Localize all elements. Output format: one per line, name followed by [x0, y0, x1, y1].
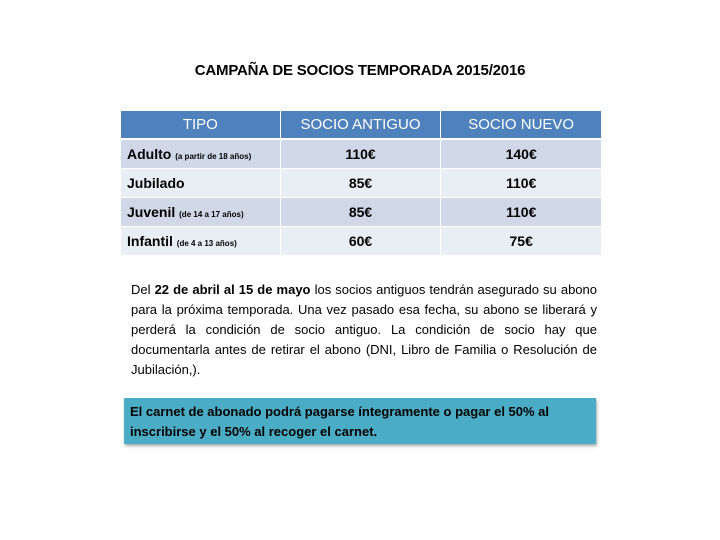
tipo-label: Juvenil: [127, 204, 176, 220]
header-tipo: TIPO: [121, 111, 280, 139]
table-row: [121, 227, 601, 256]
desc-middle: al: [219, 282, 239, 297]
payment-banner: El carnet de abonado podrá pagarse íntegramente o pagar el 50% al inscribirse y el 50% al recoger el carnet.: [124, 398, 596, 444]
table-row: [121, 139, 601, 169]
tipo-cell: [121, 169, 280, 198]
desc-date-end: 15 de mayo: [238, 282, 311, 297]
price-antiguo: 85€: [280, 169, 441, 198]
tipo-label: Adulto: [127, 146, 172, 162]
page-title: CAMPAÑA DE SOCIOS TEMPORADA 2015/2016: [194, 62, 526, 79]
price-antiguo: 85€: [280, 198, 441, 227]
header-socio-antiguo: SOCIO ANTIGUO: [280, 111, 441, 139]
price-nuevo: 140€: [441, 139, 601, 169]
description-paragraph: [131, 280, 597, 380]
price-antiguo: 110€: [280, 139, 441, 169]
desc-date-start: 22 de abril: [154, 282, 220, 297]
tipo-cell: [121, 198, 280, 227]
pricing-table: [121, 111, 601, 256]
price-nuevo: 110€: [441, 198, 601, 227]
price-nuevo: 75€: [441, 227, 601, 256]
desc-rest: los socios antiguos tendrán asegurado su abono para la próxima temporada. Una vez pasado esa fecha, su abono se liberará y perderá la condición de socio antiguo. La condición de socio hay que documentarla antes de retirar el abono (DNI, Libro de Familia o Resolución de Jubilación,).: [131, 282, 597, 377]
tipo-note: (de 4 a 13 años): [176, 239, 237, 248]
price-nuevo: 110€: [441, 169, 601, 198]
tipo-cell: [121, 227, 280, 256]
table-row: [121, 198, 601, 227]
tipo-label: Jubilado: [127, 175, 185, 191]
price-antiguo: 60€: [280, 227, 441, 256]
tipo-label: Infantil: [127, 233, 173, 249]
tipo-cell: [121, 139, 280, 169]
table-row: [121, 169, 601, 198]
header-socio-nuevo: SOCIO NUEVO: [441, 111, 601, 139]
desc-prefix: Del: [131, 282, 155, 297]
tipo-note: (de 14 a 17 años): [179, 210, 244, 219]
table-header-row: [121, 111, 601, 139]
tipo-note: (a partir de 18 años): [175, 152, 252, 161]
